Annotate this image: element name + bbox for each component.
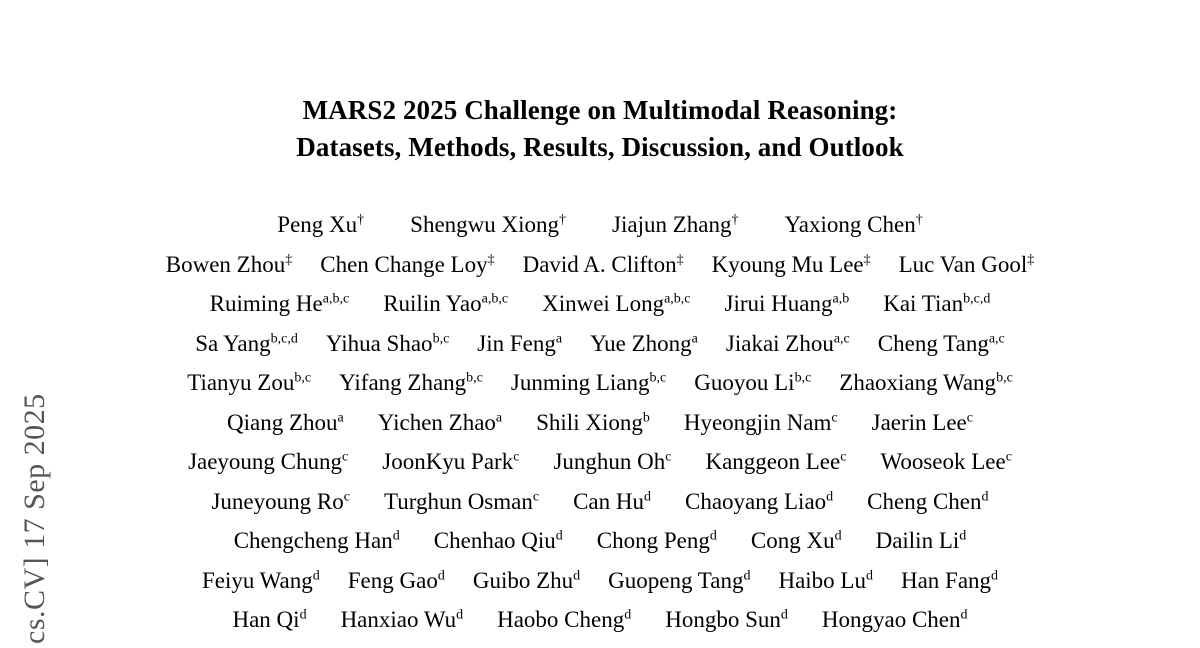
author-name-text: Haobo Cheng	[497, 607, 625, 632]
author-affiliation-marker: c	[966, 409, 973, 425]
author-affiliation-marker: ‡	[487, 251, 495, 267]
author-name-text: Ruilin Yao	[383, 291, 482, 316]
author-affiliation-marker: b,c,d	[270, 330, 298, 346]
author-name	[202, 561, 320, 601]
title-line-1: MARS2 2025 Challenge on Multimodal Reasoning:	[302, 95, 898, 125]
author-row	[100, 521, 1100, 561]
author-name-text: Kai Tian	[883, 291, 964, 316]
author-name	[339, 363, 483, 403]
author-affiliation-marker: d	[312, 567, 320, 583]
author-name	[872, 403, 973, 443]
author-name-text: Hanxiao Wu	[340, 607, 457, 632]
author-name	[378, 403, 502, 443]
author-name-text: Shili Xiong	[536, 409, 643, 435]
author-affiliation-marker: c	[342, 449, 349, 465]
author-row	[100, 442, 1100, 482]
author-list	[100, 205, 1100, 640]
author-affiliation-marker: d	[555, 528, 563, 544]
author-name-text: Yaxiong Chen	[784, 212, 916, 237]
author-name	[726, 324, 850, 364]
author-affiliation-marker: †	[559, 212, 567, 228]
author-affiliation-marker: b,c	[649, 370, 667, 386]
author-name	[188, 442, 348, 482]
author-name-text: Juneyoung Ro	[211, 488, 344, 514]
author-name-text: Chaoyang Liao	[685, 488, 827, 514]
author-affiliation-marker: c	[343, 488, 350, 504]
author-name-text: Han Qi	[232, 607, 300, 632]
author-name	[341, 600, 464, 640]
author-name-text: Luc Van Gool	[898, 251, 1028, 277]
author-name	[901, 561, 998, 601]
author-affiliation-marker: a	[495, 409, 503, 425]
author-name-text: Zhaoxiang Wang	[839, 370, 997, 395]
author-name-text: Hyeongjin Nam	[683, 409, 832, 435]
author-affiliation-marker: c	[513, 449, 520, 465]
author-name	[899, 245, 1035, 285]
author-affiliation-marker: b,c	[432, 330, 450, 346]
author-name	[573, 482, 651, 522]
author-name-text: Cheng Chen	[867, 488, 982, 514]
author-affiliation-marker: d	[624, 607, 632, 623]
author-name	[348, 561, 445, 601]
author-affiliation-marker: d	[573, 567, 581, 583]
author-name	[684, 403, 838, 443]
author-affiliation-marker: †	[731, 212, 739, 228]
author-affiliation-marker: d	[299, 607, 307, 623]
author-row	[100, 363, 1100, 403]
author-name-text: Kanggeon Lee	[705, 449, 841, 474]
author-name	[725, 284, 850, 324]
author-name	[597, 521, 717, 561]
author-affiliation-marker: c	[1005, 449, 1012, 465]
author-row	[100, 403, 1100, 443]
author-affiliation-marker: d	[644, 488, 651, 504]
author-name-text: Cheng Tang	[877, 330, 989, 356]
author-name	[382, 442, 519, 482]
author-name	[612, 205, 738, 245]
author-name-text: Chenhao Qiu	[433, 528, 556, 553]
author-affiliation-marker: d	[959, 528, 967, 544]
author-name	[665, 600, 788, 640]
arxiv-stamp-text: cs.CV] 17 Sep 2025	[18, 393, 51, 644]
author-affiliation-marker: a	[691, 330, 698, 346]
author-name-text: Junming Liang	[510, 370, 650, 395]
author-name	[195, 324, 298, 364]
author-name	[434, 521, 563, 561]
author-affiliation-marker: d	[981, 488, 989, 504]
author-name	[326, 324, 449, 364]
author-name-text: Hongbo Sun	[665, 607, 781, 632]
author-affiliation-marker: a,b,c	[322, 291, 350, 307]
author-affiliation-marker: c	[665, 449, 672, 465]
author-affiliation-marker: c	[532, 488, 540, 504]
author-row	[100, 245, 1100, 285]
author-affiliation-marker: d	[826, 488, 834, 504]
author-name-text: Yichen Zhao	[377, 409, 496, 435]
author-affiliation-marker: b,c,d	[963, 291, 991, 307]
author-name	[477, 324, 562, 364]
author-name-text: Feiyu Wang	[201, 567, 313, 593]
author-affiliation-marker: a,c	[833, 330, 850, 346]
author-name	[473, 561, 580, 601]
author-name	[876, 521, 967, 561]
author-name-text: Dailin Li	[875, 528, 960, 553]
author-name	[694, 363, 811, 403]
author-affiliation-marker: a,b	[832, 291, 850, 307]
author-name-text: Tianyu Zou	[187, 370, 295, 395]
author-affiliation-marker: d	[743, 567, 751, 583]
author-name	[608, 561, 750, 601]
author-name	[234, 521, 400, 561]
author-name-text: Hongyao Chen	[821, 607, 961, 632]
author-affiliation-marker: b,c	[466, 370, 483, 386]
author-name	[277, 205, 364, 245]
author-name-text: Wooseok Lee	[880, 449, 1006, 474]
author-name	[751, 521, 842, 561]
author-name-text: Feng Gao	[347, 567, 438, 593]
author-name	[784, 205, 922, 245]
author-row	[100, 561, 1100, 601]
author-name	[705, 442, 846, 482]
author-name-text: Guoyou Li	[694, 370, 795, 395]
author-affiliation-marker: a	[337, 409, 344, 425]
author-affiliation-marker: d	[709, 528, 717, 544]
author-name-text: Chong Peng	[596, 528, 710, 553]
author-name-text: Ruiming He	[209, 291, 323, 316]
author-name-text: Jaeyoung Chung	[188, 449, 343, 474]
author-name-text: Chen Change Loy	[320, 251, 488, 277]
author-name	[822, 600, 968, 640]
author-affiliation-marker: c	[831, 409, 838, 425]
author-affiliation-marker: d	[437, 567, 445, 583]
author-affiliation-marker: ‡	[1027, 251, 1035, 267]
author-name	[712, 245, 871, 285]
author-name	[867, 482, 988, 522]
author-name-text: Can Hu	[573, 488, 644, 514]
author-name	[553, 442, 671, 482]
author-name	[497, 600, 631, 640]
author-affiliation-marker: b,c	[794, 370, 812, 386]
author-name	[778, 561, 873, 601]
author-affiliation-marker: ‡	[863, 251, 871, 267]
author-name-text: Yihua Shao	[325, 330, 433, 356]
author-name-text: JoonKyu Park	[382, 449, 514, 474]
author-name-text: Guibo Zhu	[472, 567, 574, 593]
author-name	[536, 403, 650, 443]
author-row	[100, 600, 1100, 640]
author-affiliation-marker: ‡	[676, 251, 684, 267]
author-name-text: Yifang Zhang	[339, 370, 467, 395]
author-name	[383, 284, 508, 324]
author-affiliation-marker: d	[991, 567, 999, 583]
author-affiliation-marker: d	[960, 607, 968, 623]
author-name-text: Jaerin Lee	[871, 409, 967, 435]
author-affiliation-marker: a,b,c	[481, 291, 509, 307]
title-line-2: Datasets, Methods, Results, Discussion, and Outlook	[296, 132, 904, 162]
author-affiliation-marker: †	[357, 212, 365, 228]
author-name	[878, 324, 1005, 364]
author-name	[685, 482, 833, 522]
author-name-text: Jiajun Zhang	[612, 212, 732, 237]
author-affiliation-marker: d	[834, 528, 842, 544]
author-affiliation-marker: ‡	[285, 251, 293, 267]
author-name	[232, 600, 306, 640]
author-affiliation-marker: b,c	[294, 370, 312, 386]
author-name-text: Jin Feng	[477, 330, 556, 356]
author-affiliation-marker: c	[840, 449, 847, 465]
author-affiliation-marker: a,c	[988, 330, 1005, 346]
author-name	[227, 403, 344, 443]
author-affiliation-marker: d	[780, 607, 788, 623]
author-name-text: Turghun Osman	[383, 488, 533, 514]
author-name	[542, 284, 690, 324]
author-affiliation-marker: d	[865, 567, 873, 583]
author-name	[839, 363, 1013, 403]
author-name	[511, 363, 666, 403]
author-name	[187, 363, 311, 403]
author-affiliation-marker: †	[915, 212, 923, 228]
author-affiliation-marker: b	[642, 409, 650, 425]
author-affiliation-marker: d	[456, 607, 464, 623]
author-name-text: David A. Clifton	[522, 251, 677, 277]
author-name-text: Chengcheng Han	[233, 528, 393, 553]
author-name-text: Sa Yang	[195, 330, 271, 356]
author-name-text: Yue Zhong	[590, 330, 692, 356]
author-name	[166, 245, 292, 285]
author-name	[210, 284, 350, 324]
author-affiliation-marker: d	[392, 528, 400, 544]
author-affiliation-marker: b,c	[996, 370, 1013, 386]
author-name-text: Peng Xu	[277, 212, 358, 237]
author-name	[211, 482, 349, 522]
author-name-text: Haibo Lu	[778, 567, 866, 593]
author-name-text: Jiakai Zhou	[725, 330, 834, 356]
author-name	[410, 205, 566, 245]
author-name	[880, 442, 1011, 482]
author-name-text: Bowen Zhou	[165, 251, 286, 277]
author-name-text: Cong Xu	[750, 528, 835, 553]
author-name-text: Shengwu Xiong	[410, 212, 560, 237]
author-row	[100, 324, 1100, 364]
author-name	[320, 245, 494, 285]
author-name-text: Qiang Zhou	[227, 409, 338, 435]
author-name-text: Xinwei Long	[542, 291, 665, 316]
author-name	[883, 284, 990, 324]
author-name-text: Junghun Oh	[553, 449, 666, 474]
author-name	[590, 324, 698, 364]
author-name-text: Guopeng Tang	[608, 567, 744, 593]
author-name-text: Han Fang	[900, 567, 992, 593]
author-affiliation-marker: a	[555, 330, 563, 346]
author-name	[523, 245, 684, 285]
author-name-text: Kyoung Mu Lee	[711, 251, 864, 277]
author-row	[100, 205, 1100, 245]
author-row	[100, 284, 1100, 324]
author-affiliation-marker: a,b,c	[664, 291, 691, 307]
author-row	[100, 482, 1100, 522]
author-name-text: Jirui Huang	[724, 291, 833, 316]
page-title	[140, 92, 1060, 166]
author-name	[384, 482, 539, 522]
